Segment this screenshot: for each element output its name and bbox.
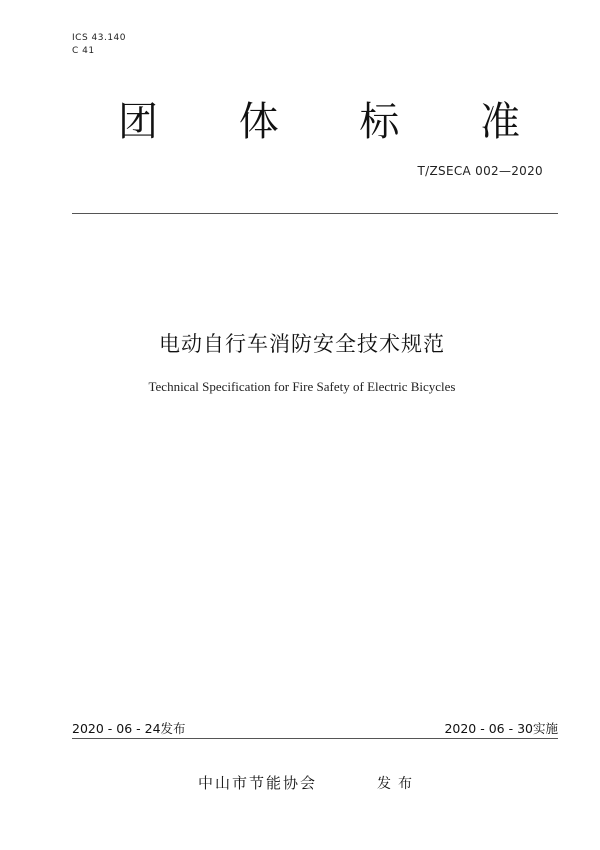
bottom-divider <box>72 738 558 739</box>
implement-date: 2020 - 06 - 30实施 <box>444 721 558 736</box>
issue-label: 发布 <box>377 776 419 792</box>
document-title-chinese: 电动自行车消防安全技术规范 <box>159 332 445 356</box>
issuing-organization: 中山市节能协会 <box>198 774 318 792</box>
ics-code: ICS 43.140 <box>72 33 127 43</box>
top-divider <box>72 213 558 214</box>
document-title-english: Technical Specification for Fire Safety of Electric Bicycles <box>148 379 456 394</box>
ccs-code: C 41 <box>72 46 95 56</box>
standard-number: T/ZSECA 002—2020 <box>417 164 543 178</box>
publish-date: 2020 - 06 - 24发布 <box>72 721 186 736</box>
standard-category-title: 团 体 标 准 <box>118 99 555 145</box>
